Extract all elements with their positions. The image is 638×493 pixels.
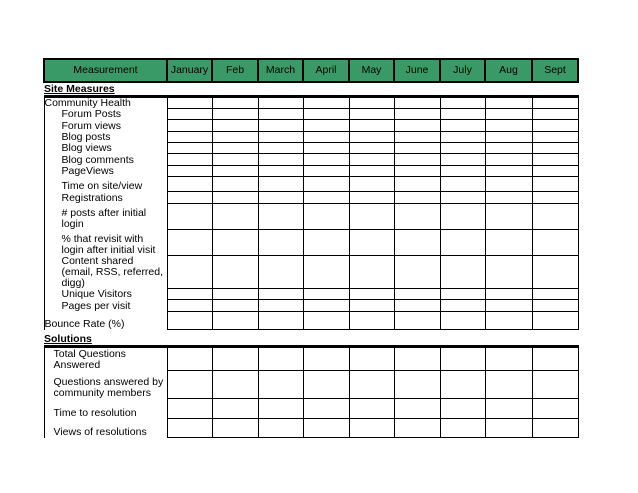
data-cell[interactable] [167, 300, 212, 312]
section-title: Solutions [44, 330, 167, 347]
section-spacer-cell [167, 82, 212, 96]
data-cell[interactable] [485, 230, 532, 256]
data-cell[interactable] [167, 120, 212, 132]
data-cell[interactable] [303, 154, 349, 166]
data-cell[interactable] [394, 177, 440, 192]
table-row [44, 204, 578, 230]
table-row [44, 300, 578, 312]
row-label: # posts after initial login [44, 204, 167, 230]
data-cell[interactable] [167, 192, 212, 204]
row-label: Blog comments [44, 154, 167, 166]
data-cell[interactable] [532, 177, 578, 192]
data-cell[interactable] [303, 312, 349, 330]
table-row [44, 96, 578, 109]
data-cell[interactable] [212, 204, 258, 230]
data-cell[interactable] [303, 230, 349, 256]
data-cell[interactable] [440, 154, 485, 166]
data-cell[interactable] [303, 166, 349, 177]
data-cell[interactable] [258, 166, 303, 177]
data-cell[interactable] [485, 347, 532, 371]
data-cell[interactable] [258, 120, 303, 132]
data-cell[interactable] [440, 132, 485, 143]
data-cell[interactable] [258, 143, 303, 154]
data-cell[interactable] [440, 120, 485, 132]
data-cell[interactable] [394, 300, 440, 312]
data-cell[interactable] [349, 256, 394, 289]
measurement-table-container [43, 58, 579, 438]
header-month: March [258, 59, 303, 82]
data-cell[interactable] [212, 399, 258, 419]
data-cell[interactable] [440, 312, 485, 330]
row-label: Forum Posts [44, 109, 167, 120]
data-cell[interactable] [212, 256, 258, 289]
header-month: Feb [212, 59, 258, 82]
data-cell[interactable] [532, 230, 578, 256]
data-cell[interactable] [212, 230, 258, 256]
section-header-row [44, 330, 578, 347]
data-cell[interactable] [394, 132, 440, 143]
data-cell[interactable] [258, 96, 303, 109]
data-cell[interactable] [167, 289, 212, 300]
data-cell[interactable] [349, 204, 394, 230]
section-spacer-cell [394, 82, 440, 96]
data-cell[interactable] [532, 96, 578, 109]
data-cell[interactable] [349, 371, 394, 399]
row-label: Time to resolution [44, 399, 167, 419]
data-cell[interactable] [167, 256, 212, 289]
section-spacer-cell [532, 82, 578, 96]
row-label: Questions answered by community members [44, 371, 167, 399]
data-cell[interactable] [303, 120, 349, 132]
data-cell[interactable] [532, 132, 578, 143]
data-cell[interactable] [167, 347, 212, 371]
data-cell[interactable] [394, 371, 440, 399]
data-cell[interactable] [167, 166, 212, 177]
section-spacer-cell [440, 330, 485, 347]
data-cell[interactable] [394, 109, 440, 120]
row-label: Total Questions Answered [44, 347, 167, 371]
data-cell[interactable] [394, 166, 440, 177]
data-cell[interactable] [212, 132, 258, 143]
data-cell[interactable] [167, 204, 212, 230]
data-cell[interactable] [258, 371, 303, 399]
data-cell[interactable] [532, 371, 578, 399]
data-cell[interactable] [167, 419, 212, 438]
data-cell[interactable] [303, 289, 349, 300]
data-cell[interactable] [349, 143, 394, 154]
table-row [44, 399, 578, 419]
row-label: % that revisit with login after initial visit [44, 230, 167, 256]
table-row [44, 256, 578, 289]
data-cell[interactable] [349, 192, 394, 204]
data-cell[interactable] [485, 312, 532, 330]
data-cell[interactable] [394, 289, 440, 300]
data-cell[interactable] [532, 143, 578, 154]
data-cell[interactable] [440, 419, 485, 438]
data-cell[interactable] [258, 230, 303, 256]
data-cell[interactable] [532, 300, 578, 312]
data-cell[interactable] [349, 109, 394, 120]
data-cell[interactable] [532, 347, 578, 371]
data-cell[interactable] [440, 289, 485, 300]
data-cell[interactable] [394, 230, 440, 256]
data-cell[interactable] [485, 399, 532, 419]
data-cell[interactable] [440, 300, 485, 312]
data-cell[interactable] [485, 204, 532, 230]
section-spacer-cell [485, 330, 532, 347]
data-cell[interactable] [303, 300, 349, 312]
header-month: Aug [485, 59, 532, 82]
data-cell[interactable] [394, 120, 440, 132]
data-cell[interactable] [485, 371, 532, 399]
data-cell[interactable] [485, 132, 532, 143]
data-cell[interactable] [440, 230, 485, 256]
header-month: July [440, 59, 485, 82]
row-label: Blog views [44, 143, 167, 154]
table-row [44, 109, 578, 120]
table-row [44, 177, 578, 192]
data-cell[interactable] [167, 109, 212, 120]
data-cell[interactable] [532, 154, 578, 166]
table-row [44, 192, 578, 204]
data-cell[interactable] [258, 347, 303, 371]
header-month: Sept [532, 59, 578, 82]
data-cell[interactable] [212, 419, 258, 438]
data-cell[interactable] [303, 347, 349, 371]
section-spacer-cell [532, 330, 578, 347]
data-cell[interactable] [212, 300, 258, 312]
row-label: Bounce Rate (%) [44, 312, 167, 330]
data-cell[interactable] [485, 109, 532, 120]
data-cell[interactable] [394, 192, 440, 204]
data-cell[interactable] [485, 96, 532, 109]
data-cell[interactable] [167, 143, 212, 154]
data-cell[interactable] [212, 120, 258, 132]
row-label: Content shared (email, RSS, referred, digg) [44, 256, 167, 289]
data-cell[interactable] [349, 177, 394, 192]
row-label: Registrations [44, 192, 167, 204]
data-cell[interactable] [532, 192, 578, 204]
data-cell[interactable] [532, 312, 578, 330]
row-label: Community Health [44, 96, 167, 109]
table-row [44, 230, 578, 256]
row-label: Unique Visitors [44, 289, 167, 300]
data-cell[interactable] [303, 399, 349, 419]
section-spacer-cell [303, 82, 349, 96]
data-cell[interactable] [532, 399, 578, 419]
measurement-table [43, 58, 579, 438]
data-cell[interactable] [167, 312, 212, 330]
data-cell[interactable] [212, 371, 258, 399]
data-cell[interactable] [167, 230, 212, 256]
section-spacer-cell [303, 330, 349, 347]
data-cell[interactable] [303, 192, 349, 204]
data-cell[interactable] [212, 289, 258, 300]
header-row [44, 59, 578, 82]
table-row [44, 166, 578, 177]
data-cell[interactable] [394, 312, 440, 330]
row-label: Views of resolutions [44, 419, 167, 438]
data-cell[interactable] [167, 399, 212, 419]
data-cell[interactable] [532, 204, 578, 230]
section-title: Site Measures [44, 82, 167, 96]
data-cell[interactable] [258, 312, 303, 330]
data-cell[interactable] [349, 347, 394, 371]
data-cell[interactable] [258, 419, 303, 438]
data-cell[interactable] [485, 120, 532, 132]
header-month: June [394, 59, 440, 82]
data-cell[interactable] [167, 177, 212, 192]
data-cell[interactable] [440, 347, 485, 371]
data-cell[interactable] [349, 154, 394, 166]
data-cell[interactable] [394, 256, 440, 289]
data-cell[interactable] [303, 419, 349, 438]
header-month: January [167, 59, 212, 82]
data-cell[interactable] [258, 256, 303, 289]
data-cell[interactable] [167, 132, 212, 143]
data-cell[interactable] [258, 399, 303, 419]
data-cell[interactable] [394, 96, 440, 109]
data-cell[interactable] [440, 109, 485, 120]
section-spacer-cell [349, 330, 394, 347]
data-cell[interactable] [303, 96, 349, 109]
data-cell[interactable] [394, 347, 440, 371]
data-cell[interactable] [485, 419, 532, 438]
data-cell[interactable] [394, 399, 440, 419]
data-cell[interactable] [212, 177, 258, 192]
data-cell[interactable] [440, 204, 485, 230]
data-cell[interactable] [349, 96, 394, 109]
data-cell[interactable] [485, 143, 532, 154]
section-spacer-cell [440, 82, 485, 96]
data-cell[interactable] [212, 96, 258, 109]
row-label: Forum views [44, 120, 167, 132]
data-cell[interactable] [394, 419, 440, 438]
data-cell[interactable] [212, 192, 258, 204]
row-label: Blog posts [44, 132, 167, 143]
data-cell[interactable] [303, 177, 349, 192]
table-row [44, 289, 578, 300]
data-cell[interactable] [532, 109, 578, 120]
data-cell[interactable] [258, 204, 303, 230]
section-spacer-cell [258, 82, 303, 96]
row-label: Time on site/view [44, 177, 167, 192]
data-cell[interactable] [440, 192, 485, 204]
data-cell[interactable] [258, 289, 303, 300]
table-row [44, 371, 578, 399]
section-spacer-cell [349, 82, 394, 96]
table-row [44, 132, 578, 143]
header-measurement: Measurement [44, 59, 167, 82]
data-cell[interactable] [258, 300, 303, 312]
section-spacer-cell [394, 330, 440, 347]
data-cell[interactable] [167, 154, 212, 166]
row-label: PageViews [44, 166, 167, 177]
table-row [44, 312, 578, 330]
section-spacer-cell [167, 330, 212, 347]
data-cell[interactable] [485, 166, 532, 177]
table-row [44, 143, 578, 154]
data-cell[interactable] [532, 289, 578, 300]
data-cell[interactable] [349, 419, 394, 438]
data-cell[interactable] [440, 166, 485, 177]
data-cell[interactable] [349, 399, 394, 419]
data-cell[interactable] [485, 192, 532, 204]
data-cell[interactable] [440, 177, 485, 192]
data-cell[interactable] [258, 109, 303, 120]
data-cell[interactable] [532, 419, 578, 438]
data-cell[interactable] [394, 204, 440, 230]
data-cell[interactable] [303, 204, 349, 230]
section-spacer-cell [258, 330, 303, 347]
data-cell[interactable] [303, 371, 349, 399]
row-label: Pages per visit [44, 300, 167, 312]
data-cell[interactable] [440, 399, 485, 419]
data-cell[interactable] [212, 312, 258, 330]
header-month: April [303, 59, 349, 82]
data-cell[interactable] [485, 177, 532, 192]
data-cell[interactable] [532, 256, 578, 289]
data-cell[interactable] [349, 166, 394, 177]
data-cell[interactable] [485, 256, 532, 289]
header-month: May [349, 59, 394, 82]
data-cell[interactable] [485, 300, 532, 312]
data-cell[interactable] [258, 154, 303, 166]
data-cell[interactable] [212, 154, 258, 166]
data-cell[interactable] [303, 256, 349, 289]
data-cell[interactable] [440, 371, 485, 399]
data-cell[interactable] [440, 96, 485, 109]
data-cell[interactable] [212, 347, 258, 371]
data-cell[interactable] [258, 192, 303, 204]
data-cell[interactable] [440, 143, 485, 154]
data-cell[interactable] [212, 109, 258, 120]
data-cell[interactable] [212, 166, 258, 177]
data-cell[interactable] [167, 96, 212, 109]
data-cell[interactable] [394, 143, 440, 154]
data-cell[interactable] [485, 154, 532, 166]
data-cell[interactable] [303, 109, 349, 120]
data-cell[interactable] [532, 120, 578, 132]
data-cell[interactable] [349, 312, 394, 330]
data-cell[interactable] [440, 256, 485, 289]
data-cell[interactable] [349, 120, 394, 132]
table-row [44, 120, 578, 132]
data-cell[interactable] [258, 177, 303, 192]
table-row [44, 347, 578, 371]
data-cell[interactable] [349, 132, 394, 143]
data-cell[interactable] [258, 132, 303, 143]
data-cell[interactable] [394, 154, 440, 166]
data-cell[interactable] [212, 143, 258, 154]
data-cell[interactable] [485, 289, 532, 300]
data-cell[interactable] [303, 132, 349, 143]
table-row [44, 154, 578, 166]
data-cell[interactable] [349, 300, 394, 312]
section-spacer-cell [212, 330, 258, 347]
section-spacer-cell [485, 82, 532, 96]
data-cell[interactable] [532, 166, 578, 177]
table-row [44, 419, 578, 438]
data-cell[interactable] [349, 230, 394, 256]
section-header-row [44, 82, 578, 96]
data-cell[interactable] [349, 289, 394, 300]
data-cell[interactable] [167, 371, 212, 399]
section-spacer-cell [212, 82, 258, 96]
data-cell[interactable] [303, 143, 349, 154]
